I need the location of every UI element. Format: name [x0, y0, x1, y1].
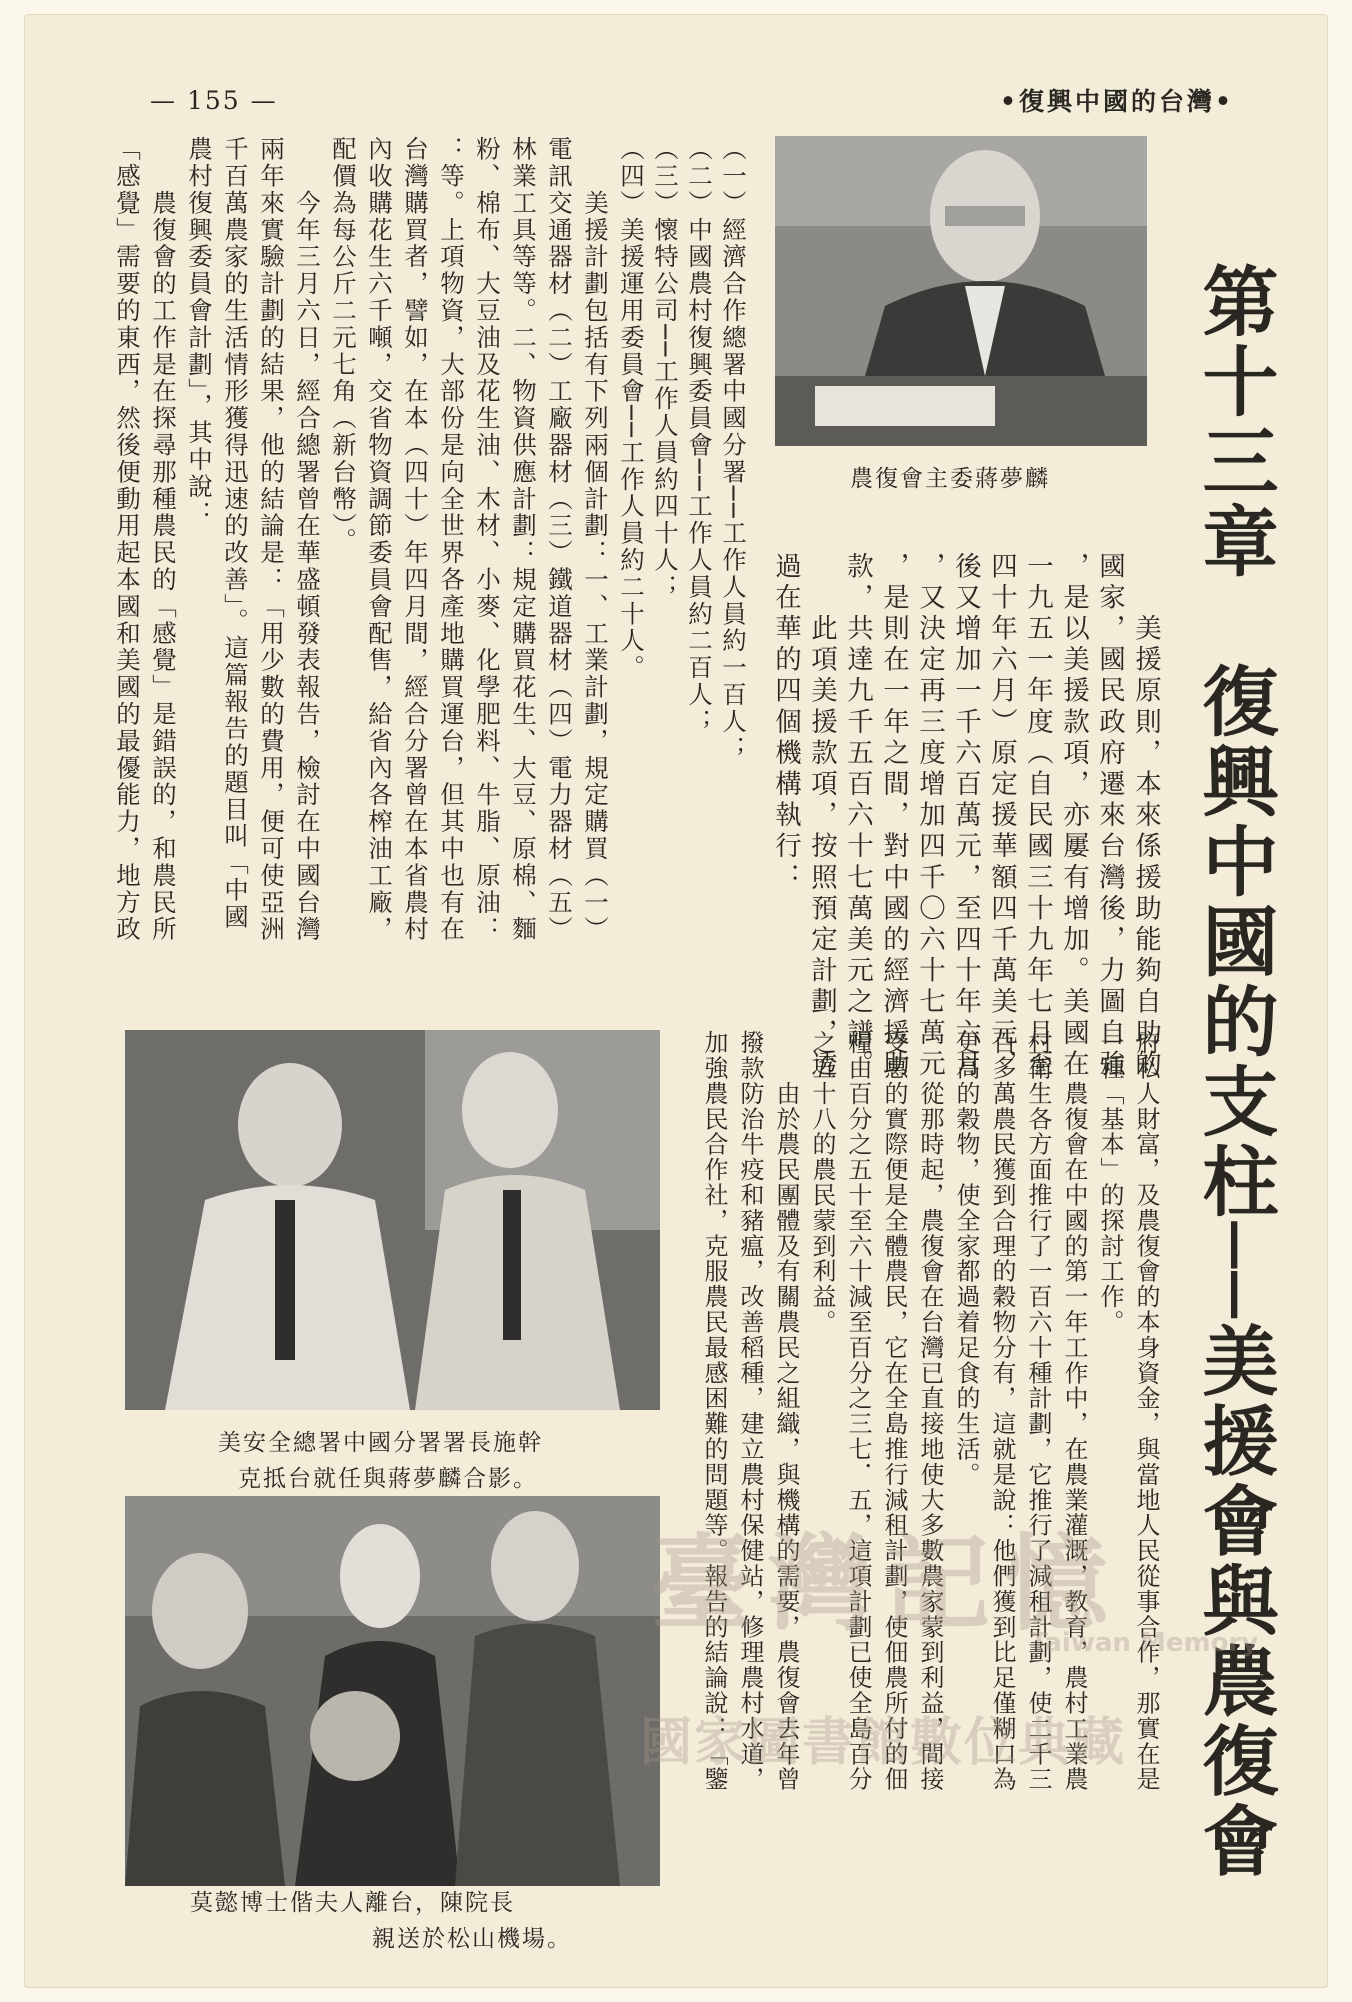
text-col-13: （二）中國農村復興委員會──工作人員約二百人；	[685, 136, 714, 736]
photo-handshake-caption-2: 克抵台就任與蔣夢麟合影。	[238, 1466, 538, 1492]
photo-airport-caption-1: 莫懿博士偕夫人離台，陳院長	[190, 1890, 515, 1916]
text-col-22: 內收購花生六千噸，交省物資調節委員會配售，給省內各榨油工廠，	[365, 136, 394, 943]
watermark-latin: Taiwan Memory	[1030, 1628, 1259, 1658]
text-col-15: （四）美援運用委員會──工作人員約二十人。	[617, 136, 646, 682]
text-col-25: 兩年來實驗計劃的結果，他的結論是：「用少數的費用，便可使亞洲	[257, 136, 286, 943]
text-col-39: 之五十八的農民蒙到利益。	[808, 1030, 836, 1335]
text-col-4: 一九五一年度（自民國三十九年七月至	[1022, 552, 1053, 1081]
page-number: — 155 —	[150, 86, 278, 115]
text-col-7: ，又決定再三度增加四千〇六十七萬元	[914, 552, 945, 1081]
text-col-37: 受惠的實際便是全體農民，它在全島推行減租計劃，使佃農所付的佃	[880, 1030, 908, 1792]
text-col-18: 林業工具等等。二、物資供應計劃：規定購買花生、大豆、原棉、麵	[509, 136, 538, 943]
text-col-3: ，是以美援款項，亦屢有增加。美國在	[1058, 552, 1089, 1081]
watermark-script: 臺灣記憶	[650, 1522, 1123, 1645]
text-col-32: 農復會在中國的第一年工作中，在農業灌溉，教育，農村工業農	[1060, 1030, 1088, 1792]
text-col-41: 撥款防治牛疫和豬瘟，改善稻種，建立農村保健站，修理農村水道，	[736, 1030, 764, 1792]
text-col-23: 配價為每公斤二元七角（新台幣）。	[329, 136, 358, 555]
text-col-31: 一種「基本」的探討工作。	[1096, 1030, 1124, 1335]
photo-airport-caption-2: 親送於松山機場。	[372, 1926, 572, 1952]
photo-airport-farewell	[125, 1496, 660, 1886]
photo-portrait-caption: 農復會主委蔣夢麟	[850, 466, 1050, 492]
text-col-19: 粉、棉布、大豆油及花生油、木材、小麥、化學肥料、牛脂、原油：	[473, 136, 502, 943]
photo-handshake-caption-1: 美安全總署中國分署署長施幹	[218, 1430, 543, 1456]
text-col-16: 美援計劃包括有下列兩個計劃：一、工業計劃，規定購買（一）	[581, 136, 610, 943]
text-col-36: 從那時起，農復會在台灣已直接地使大多數農家蒙到利益，間接	[916, 1030, 944, 1792]
photo-handshake	[125, 1030, 660, 1410]
text-col-6: 後又增加一千六百萬元，至四十年六月	[950, 552, 981, 1081]
text-col-17: 電訊交通器材（二）工廠器材（三）鐵道器材（四）電力器材（五）	[545, 136, 574, 943]
photo-portrait	[775, 136, 1147, 446]
text-col-34: 百多萬農民獲到合理的穀物分有，這就是說：他們獲到比足僅糊口為	[988, 1030, 1016, 1792]
text-col-30: 府私人財富，及農復會的本身資金，與當地人民從事合作，那實在是	[1132, 1030, 1160, 1792]
text-col-2: 國家，國民政府遷來台灣後，力圖自強	[1094, 552, 1125, 1081]
text-col-9: 款，共達九千五百六十七萬美元之譜。	[842, 552, 873, 1081]
text-col-20: ：等。上項物資，大部份是向全世界各產地購買運台，但其中也有在	[437, 136, 466, 943]
running-title: •復興中國的台灣•	[1000, 87, 1234, 116]
text-col-33: 村衛生各方面推行了一百六十種計劃，它推行了減租計劃，使二千三	[1024, 1030, 1052, 1792]
text-col-38: 糧由百分之五十至六十減至百分之三七．五，這項計劃已使全島百分	[844, 1030, 872, 1792]
text-col-12: （一）經濟合作總署中國分署──工作人員約一百人；	[719, 136, 748, 763]
text-col-5: 四十年六月）原定援華額四千萬美元，	[986, 552, 1017, 1081]
chapter-title: 第十三章 復興中國的支柱──美援會與農復會	[1190, 262, 1279, 1882]
text-col-27: 農村復興委員會計劃」，其中說：	[185, 136, 214, 528]
text-col-40: 由於農民團體及有關農民之組織，與機構的需要，農復會去年曾	[772, 1030, 800, 1792]
text-col-35: 更高的穀物，使全家都過着足食的生活。	[952, 1030, 980, 1488]
text-col-8: ，是則在一年之間，對中國的經濟援助	[878, 552, 909, 1081]
text-col-42: 加強農民合作社，克服農民最感困難的問題等。報告的結論說：「鑒	[700, 1030, 728, 1792]
text-col-11: 過在華的四個機構執行：	[770, 552, 801, 895]
text-col-1: 美援原則，本來係援助能夠自助的	[1130, 552, 1161, 1081]
text-col-21: 台灣購買者，譬如，在本（四十）年四月間，經合分署曾在本省農村	[401, 136, 430, 943]
text-col-26: 千百萬農家的生活情形獲得迅速的改善」。這篇報告的題目叫「中國	[221, 136, 250, 931]
text-col-24: 今年三月六日，經合總署曾在華盛頓發表報告，檢討在中國台灣	[293, 136, 322, 943]
text-col-29: 「感覺」需要的東西，然後便動用起本國和美國的最優能力，地方政	[113, 136, 142, 943]
text-col-10: 此項美援款項，按照預定計劃，透	[806, 552, 837, 1081]
text-col-28: 農復會的工作是在探尋那種農民的「感覺」是錯誤的，和農民所	[149, 136, 178, 943]
text-col-14: （三）懷特公司──工作人員約四十人；	[651, 136, 680, 601]
watermark-agency: 國家圖書館數位典藏	[640, 1712, 1127, 1773]
